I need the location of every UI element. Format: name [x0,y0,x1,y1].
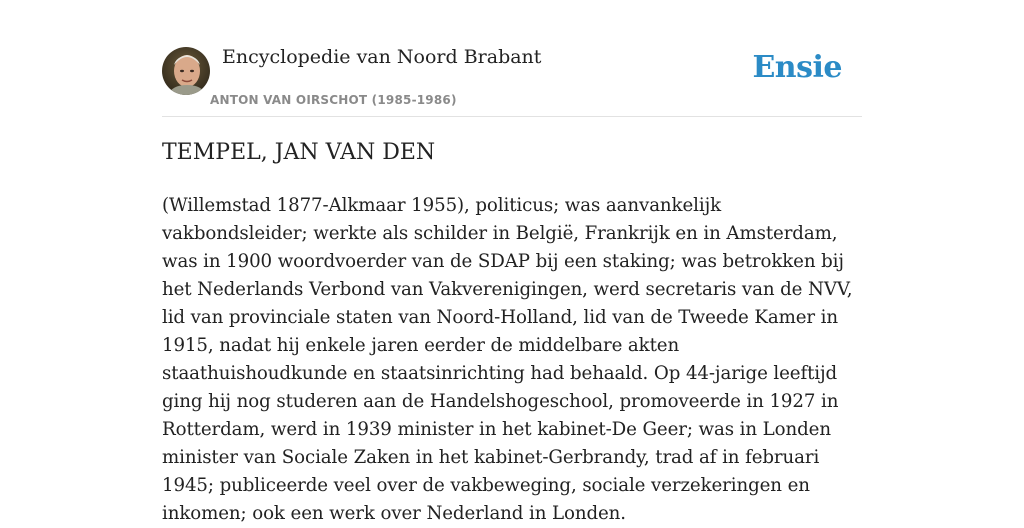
entry-body: (Willemstad 1877-Alkmaar 1955), politicus; was aanvankelijk vakbondsleider; werkte als schilder in België, Frankrijk en in Amsterdam, was in 1900 woordvoerder van de SDAP bij een staking; was betrokken bij het Nederlands Verbond van Vakverenigingen, werd secretaris van de NVV, lid van provinciale staten van Noord-Holland, lid van de Tweede Kamer in 1915, nadat hij enkele jaren eerder de middelbare akten staathuishoudkunde en staatsinrichting had behaald. Op 44-jarige leeftijd ging hij nog studeren aan de Handelshogeschool, promoveerde in 1927 in Rotterdam, werd in 1939 minister in het kabinet-De Geer; was in Londen minister van Sociale Zaken in het kabinet-Gerbrandy, trad af in februari 1945; publiceerde veel over de vakbeweging, sociale verzekeringen en inkomen; ook een werk over Nederland in Londen. [162,195,853,524]
author-avatar[interactable] [162,47,210,95]
article-page [162,0,862,524]
article-header [162,0,862,117]
author-portrait-image [162,47,210,95]
source-title[interactable]: Encyclopedie van Noord Brabant [222,46,542,68]
author-name[interactable]: ANTON VAN OIRSCHOT (1985-1986) [210,93,457,107]
entry-title: TEMPEL, JAN VAN DEN [162,140,436,165]
ensie-logo[interactable]: Ensie [752,50,842,85]
